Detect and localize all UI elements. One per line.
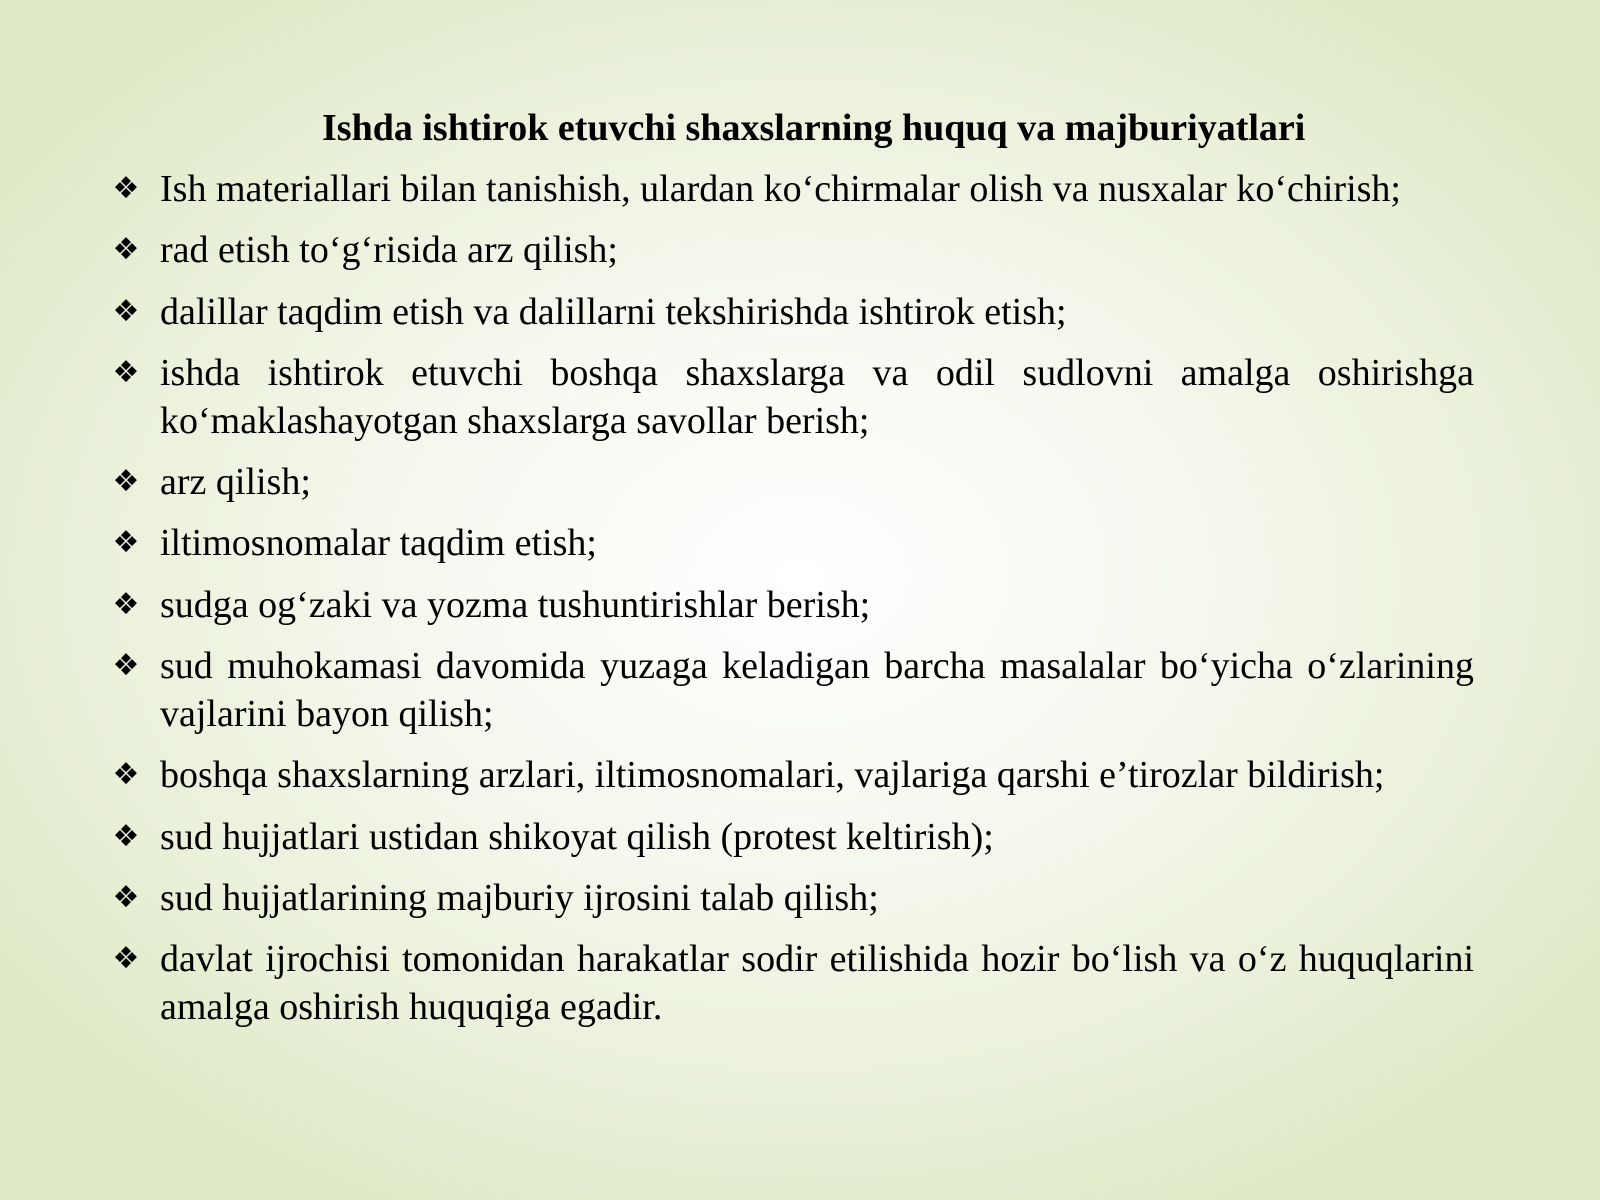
- diamond-bullet-icon: ❖: [112, 757, 140, 793]
- list-item: [110, 642, 1474, 738]
- list-item: [110, 288, 1474, 336]
- list-item-text: arz qilish;: [160, 461, 311, 504]
- diamond-bullet-icon: ❖: [112, 354, 140, 390]
- list-item-text: sud hujjatlari ustidan shikoyat qilish (protest keltirish);: [160, 815, 994, 858]
- list-item-text: boshqa shaxslarning arzlari, iltimosnomalari, vajlariga qarshi e’tirozlar bildirish;: [160, 754, 1385, 797]
- list-item-text: dalillar taqdim etish va dalillarni tekshirishda ishtirok etish;: [160, 290, 1067, 333]
- diamond-bullet-icon: ❖: [112, 525, 140, 561]
- list-item-text: sud muhokamasi davomida yuzaga keladigan barcha masalalar bo‘yicha o‘zlarining vajlarini bayon qilish;: [160, 645, 1474, 736]
- list-item-text: Ish materiallari bilan tanishish, ulardan ko‘chirmalar olish va nusxalar ko‘chirish;: [160, 168, 1401, 210]
- list-item-text: ishda ishtirok etuvchi boshqa shaxslarga va odil sudlovni amalga oshirishga ko‘maklashayotgan shaxslarga savollar berish;: [160, 351, 1474, 442]
- list-item: [110, 349, 1474, 445]
- list-item-text: rad etish to‘g‘risida arz qilish;: [160, 229, 618, 272]
- diamond-bullet-icon: ❖: [112, 941, 140, 977]
- list-item: [110, 519, 1474, 567]
- diamond-bullet-icon: ❖: [112, 232, 140, 268]
- list-item: [110, 581, 1474, 629]
- bullet-list: [110, 165, 1474, 1045]
- list-item: [110, 458, 1474, 506]
- slide-title: Ishda ishtirok etuvchi shaxslarning huquq va majburiyatlari: [322, 107, 1306, 149]
- diamond-bullet-icon: ❖: [112, 818, 140, 854]
- list-item-text: davlat ijrochisi tomonidan harakatlar sodir etilishida hozir bo‘lish va o‘z huquqlarini amalga oshirish huquqiga egadir.: [160, 938, 1474, 1029]
- list-item-text: sudga og‘zaki va yozma tushuntirishlar berish;: [160, 583, 871, 626]
- diamond-bullet-icon: ❖: [112, 464, 140, 500]
- diamond-bullet-icon: ❖: [112, 171, 140, 206]
- diamond-bullet-icon: ❖: [112, 879, 140, 915]
- list-item-text: sud hujjatlarining majburiy ijrosini talab qilish;: [160, 876, 879, 919]
- list-item: [110, 935, 1474, 1031]
- list-item: [110, 165, 1474, 213]
- list-item: [110, 226, 1474, 274]
- diamond-bullet-icon: ❖: [112, 586, 140, 622]
- list-item: [110, 813, 1474, 861]
- diamond-bullet-icon: ❖: [112, 648, 140, 684]
- list-item: [110, 874, 1474, 922]
- diamond-bullet-icon: ❖: [112, 293, 140, 329]
- list-item: [110, 751, 1474, 799]
- list-item-text: iltimosnomalar taqdim etish;: [160, 522, 597, 565]
